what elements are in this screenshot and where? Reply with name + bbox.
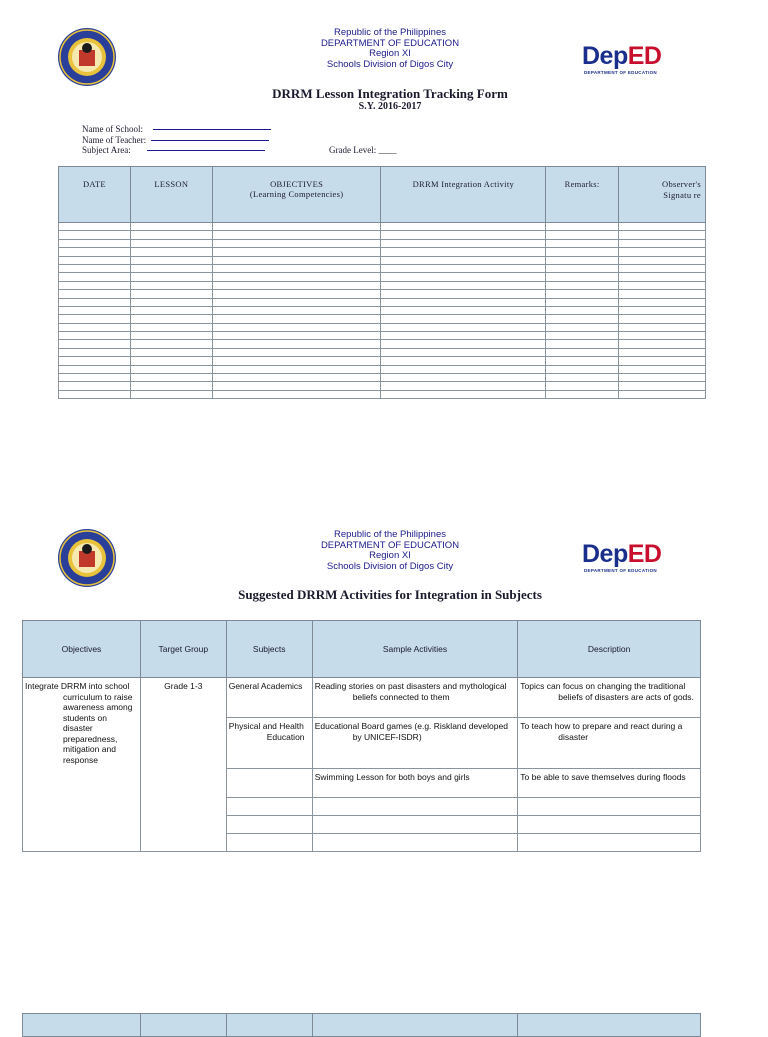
blank-cell[interactable] (381, 332, 546, 340)
empty-cell (312, 798, 518, 816)
blank-cell[interactable] (546, 365, 619, 373)
subject-cell (226, 769, 312, 798)
teacher-name-label: Name of Teacher: (82, 134, 147, 145)
blank-cell[interactable] (212, 290, 381, 298)
blank-cell[interactable] (130, 340, 212, 348)
tracking-row (59, 281, 706, 289)
empty-cell (518, 834, 701, 852)
blank-cell[interactable] (619, 323, 706, 331)
blank-cell[interactable] (130, 298, 212, 306)
blank-cell[interactable] (212, 357, 381, 365)
blank-cell[interactable] (59, 323, 131, 331)
blank-cell[interactable] (619, 239, 706, 247)
blank-cell[interactable] (546, 323, 619, 331)
blank-cell[interactable] (546, 281, 619, 289)
blank-cell[interactable] (619, 231, 706, 239)
blank-cell[interactable] (59, 382, 131, 390)
blank-cell[interactable] (212, 323, 381, 331)
tracking-row (59, 231, 706, 239)
blank-cell[interactable] (381, 264, 546, 272)
blank-cell[interactable] (381, 273, 546, 281)
col-subjects: Subjects (226, 621, 312, 678)
blank-cell[interactable] (59, 374, 131, 382)
header-line-division: Schools Division of Digos City (326, 560, 454, 572)
blank-cell[interactable] (59, 231, 131, 239)
tracking-row (59, 290, 706, 298)
blank-cell[interactable] (381, 340, 546, 348)
blank-cell[interactable] (381, 306, 546, 314)
blank-cell[interactable] (130, 374, 212, 382)
blank-cell[interactable] (619, 306, 706, 314)
col-description: Description (518, 621, 701, 678)
blank-cell[interactable] (130, 239, 212, 247)
blank-cell[interactable] (212, 306, 381, 314)
objective-cell: Integrate DRRM into school curriculum to raise awareness among students on disaster preparedness, mitigation and response (23, 678, 141, 852)
header-line-division: Schools Division of Digos City (326, 58, 454, 70)
blank-cell[interactable] (381, 390, 546, 398)
tracking-row (59, 323, 706, 331)
blank-cell[interactable] (59, 365, 131, 373)
col-drrm-activity: DRRM Integration Activity (381, 167, 546, 223)
blank-cell[interactable] (59, 340, 131, 348)
blank-cell[interactable] (381, 239, 546, 247)
blank-cell[interactable] (546, 248, 619, 256)
tracking-row (59, 340, 706, 348)
blank-cell[interactable] (546, 382, 619, 390)
blank-cell[interactable] (381, 298, 546, 306)
header-line-region: Region XI (369, 550, 411, 561)
blank-cell[interactable] (130, 365, 212, 373)
tracking-row (59, 390, 706, 398)
blank-cell[interactable] (130, 248, 212, 256)
tracking-row (59, 256, 706, 264)
activity-cell: Educational Board games (e.g. Riskland developed by UNICEF-ISDR) (312, 718, 518, 769)
blank-cell[interactable] (130, 264, 212, 272)
col-remarks: Remarks: (546, 167, 619, 223)
blank-cell[interactable] (619, 248, 706, 256)
blank-cell[interactable] (619, 390, 706, 398)
blank-cell[interactable] (212, 315, 381, 323)
teacher-name-field[interactable] (151, 140, 269, 141)
blank-cell[interactable] (59, 357, 131, 365)
blank-cell[interactable] (381, 365, 546, 373)
empty-cell (312, 834, 518, 852)
col-date: DATE (59, 167, 131, 223)
description-cell: Topics can focus on changing the traditional beliefs of disasters are acts of gods. (518, 678, 701, 718)
blank-cell[interactable] (59, 348, 131, 356)
blank-cell[interactable] (212, 273, 381, 281)
blank-cell[interactable] (212, 256, 381, 264)
tracking-row (59, 365, 706, 373)
blank-cell[interactable] (59, 281, 131, 289)
blank-cell[interactable] (130, 332, 212, 340)
blank-cell[interactable] (546, 332, 619, 340)
grade-level-field[interactable]: Grade Level: ____ (329, 145, 397, 155)
blank-cell[interactable] (381, 223, 546, 231)
blank-cell[interactable] (619, 273, 706, 281)
blank-cell[interactable] (130, 281, 212, 289)
blank-cell[interactable] (130, 382, 212, 390)
blank-cell[interactable] (212, 248, 381, 256)
tracking-row (59, 264, 706, 272)
col-lesson: LESSON (130, 167, 212, 223)
blank-cell[interactable] (619, 298, 706, 306)
blank-cell[interactable] (59, 306, 131, 314)
blank-cell[interactable] (546, 231, 619, 239)
blank-cell[interactable] (546, 223, 619, 231)
blank-cell[interactable] (619, 365, 706, 373)
tracking-row (59, 306, 706, 314)
blank-cell[interactable] (212, 365, 381, 373)
blank-cell[interactable] (546, 357, 619, 365)
blank-cell[interactable] (381, 315, 546, 323)
blank-cell[interactable] (212, 332, 381, 340)
blank-cell[interactable] (546, 239, 619, 247)
school-name-label: Name of School: (82, 124, 143, 134)
tracking-row (59, 348, 706, 356)
deped-logo: DepED DEPARTMENT OF EDUCATION (582, 540, 662, 573)
blank-cell[interactable] (381, 281, 546, 289)
blank-cell[interactable] (546, 390, 619, 398)
blank-cell[interactable] (546, 340, 619, 348)
description-cell: To be able to save themselves during floods (518, 769, 701, 798)
blank-cell[interactable] (59, 332, 131, 340)
header-line-region: Region XI (369, 48, 411, 59)
empty-cell (518, 798, 701, 816)
description-cell: To teach how to prepare and react during a disaster (518, 718, 701, 769)
subject-cell: Physical and Health Education (226, 718, 312, 769)
form2-title: Suggested DRRM Activities for Integration in Subjects (238, 587, 542, 602)
lesson-tracking-table (58, 166, 706, 399)
blank-cell[interactable] (212, 382, 381, 390)
blank-cell[interactable] (381, 231, 546, 239)
header-line-department: DEPARTMENT OF EDUCATION (320, 539, 460, 551)
blank-cell[interactable] (212, 340, 381, 348)
empty-cell (226, 834, 312, 852)
blank-cell[interactable] (619, 315, 706, 323)
blank-cell[interactable] (130, 290, 212, 298)
tracking-row (59, 223, 706, 231)
tracking-rows (59, 223, 706, 399)
col-sample-activities: Sample Activities (312, 621, 518, 678)
header-line-republic: Republic of the Philippines (334, 529, 446, 540)
blank-cell[interactable] (212, 281, 381, 289)
form1-title: DRRM Lesson Integration Tracking Form (272, 86, 508, 101)
blank-cell[interactable] (59, 223, 131, 231)
suggested-activities-table (22, 620, 701, 852)
tracking-row (59, 239, 706, 247)
blank-cell[interactable] (619, 256, 706, 264)
tracking-row (59, 374, 706, 382)
col-target-group: Target Group (140, 621, 226, 678)
blank-cell[interactable] (212, 298, 381, 306)
empty-cell (226, 816, 312, 834)
blank-cell[interactable] (381, 290, 546, 298)
blank-cell[interactable] (212, 231, 381, 239)
blank-cell[interactable] (546, 290, 619, 298)
col-observer-signature: Observer's Signatu re (619, 167, 706, 223)
blank-cell[interactable] (546, 374, 619, 382)
tracking-row (59, 357, 706, 365)
empty-cell (312, 816, 518, 834)
blank-cell[interactable] (381, 323, 546, 331)
blank-cell[interactable] (619, 340, 706, 348)
blank-cell[interactable] (546, 298, 619, 306)
blank-cell[interactable] (130, 231, 212, 239)
blank-cell[interactable] (59, 264, 131, 272)
blank-cell[interactable] (130, 273, 212, 281)
blank-cell[interactable] (212, 239, 381, 247)
blank-cell[interactable] (212, 348, 381, 356)
blank-cell[interactable] (619, 332, 706, 340)
blank-cell[interactable] (619, 382, 706, 390)
blank-cell[interactable] (59, 290, 131, 298)
blank-cell[interactable] (59, 390, 131, 398)
blank-cell[interactable] (59, 248, 131, 256)
school-name-field[interactable] (153, 129, 271, 130)
form1-school-year: S.Y. 2016-2017 (358, 101, 422, 112)
empty-cell (226, 798, 312, 816)
blank-cell[interactable] (381, 256, 546, 264)
blank-cell[interactable] (381, 348, 546, 356)
blank-cell[interactable] (59, 239, 131, 247)
blank-cell[interactable] (59, 315, 131, 323)
blank-cell[interactable] (381, 248, 546, 256)
tracking-row (59, 315, 706, 323)
blank-cell[interactable] (130, 256, 212, 264)
blank-cell[interactable] (130, 323, 212, 331)
header-line-department: DEPARTMENT OF EDUCATION (320, 37, 460, 49)
subject-cell: General Academics (226, 678, 312, 718)
blank-cell[interactable] (619, 281, 706, 289)
blank-cell[interactable] (546, 256, 619, 264)
blank-cell[interactable] (59, 298, 131, 306)
tracking-row (59, 273, 706, 281)
blank-cell[interactable] (381, 357, 546, 365)
activity-cell: Swimming Lesson for both boys and girls (312, 769, 518, 798)
blank-cell[interactable] (59, 256, 131, 264)
blank-cell[interactable] (212, 374, 381, 382)
blank-cell[interactable] (130, 223, 212, 231)
blank-cell[interactable] (212, 223, 381, 231)
blank-cell[interactable] (619, 357, 706, 365)
tracking-row (59, 248, 706, 256)
blank-cell[interactable] (381, 382, 546, 390)
blank-cell[interactable] (546, 306, 619, 314)
blank-cell[interactable] (59, 273, 131, 281)
blank-cell[interactable] (546, 273, 619, 281)
next-page-table-header (22, 1013, 701, 1037)
blank-cell[interactable] (212, 264, 381, 272)
subject-area-field[interactable] (147, 150, 265, 151)
blank-cell[interactable] (619, 290, 706, 298)
tracking-row (59, 332, 706, 340)
blank-cell[interactable] (546, 264, 619, 272)
col-objectives: Objectives (23, 621, 141, 678)
form1-fields (82, 124, 271, 156)
col-objectives: OBJECTIVES (Learning Competencies) (212, 167, 381, 223)
tracking-row (59, 298, 706, 306)
blank-cell[interactable] (130, 306, 212, 314)
blank-cell[interactable] (381, 374, 546, 382)
blank-cell[interactable] (130, 315, 212, 323)
empty-cell (518, 816, 701, 834)
blank-cell[interactable] (130, 348, 212, 356)
blank-cell[interactable] (130, 390, 212, 398)
tracking-row (59, 382, 706, 390)
blank-cell[interactable] (546, 348, 619, 356)
subject-area-label: Subject Area: (82, 145, 131, 155)
blank-cell[interactable] (212, 390, 381, 398)
header-line-republic: Republic of the Philippines (334, 27, 446, 38)
blank-cell[interactable] (619, 374, 706, 382)
blank-cell[interactable] (546, 315, 619, 323)
blank-cell[interactable] (619, 223, 706, 231)
target-group-cell: Grade 1-3 (140, 678, 226, 852)
deped-logo: DepED DEPARTMENT OF EDUCATION (582, 42, 662, 75)
blank-cell[interactable] (130, 357, 212, 365)
blank-cell[interactable] (619, 348, 706, 356)
blank-cell[interactable] (619, 264, 706, 272)
activity-cell: Reading stories on past disasters and mythological beliefs connected to them (312, 678, 518, 718)
